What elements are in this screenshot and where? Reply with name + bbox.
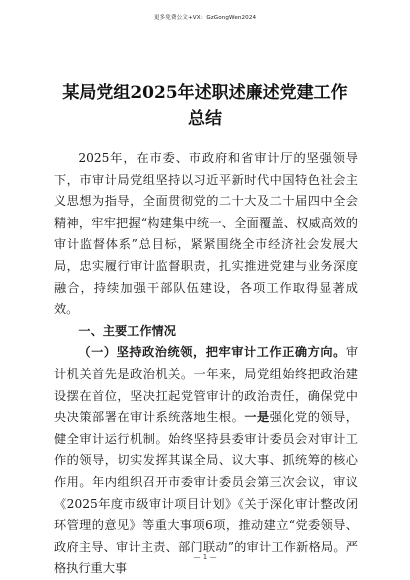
header-promo-note: 更多免费公文+VX：GzGongWen2024 (153, 15, 257, 21)
subsection-highlight: 一是 (244, 410, 270, 425)
subsection-text-part2: 强化党的领导，健全审计运行机制。始终坚持县委审计委员会对审计工作的领导，切实发挥其谋全局、议大事、抓统筹的核心作用。年内组织召开市委审计委员会第三次会议，审议《2025年度市级审计项目计划》《关于深化审计整改闭环管理的意见》等重大事项6项，推动建立“党委领导、政府主导、审计主责、部门联动”的审计工作新格局。严格执行重大事 (54, 410, 358, 576)
intro-paragraph: 2025年，在市委、市政府和省审计厅的坚强领导下，市审计局党组坚持以习近平新时代中国特色社会主义思想为指导，全面贯彻党的二十大及二十届四中全会精神，牢牢把握“构建集中统一、全面覆盖、权威高效的审计监督体系”总目标，紧紧围绕全市经济社会发展大局，忠实履行审计监督职责，扎实推进党建与业务深度融合，持续加强干部队伍建设，各项工作取得显著成效。 (54, 151, 358, 317)
subsection-paragraph (54, 342, 358, 580)
document-title: 某局党组2025年述职述廉述党建工作总结 (62, 83, 348, 129)
document-body (54, 148, 358, 580)
subsection-text-part1: 审计机关首先是政治机关。一年来，局党组始终把政治建设摆在首位，坚决扛起党管审计的政治责任，确保党中央决策部署在审计系统落地生根。 (54, 345, 358, 425)
section-heading: 一、主要工作情况 (78, 323, 176, 338)
page-number: — 1 — (193, 553, 217, 561)
subsection-heading: （一）坚持政治统领，把牢审计工作正确方向。 (78, 345, 346, 360)
